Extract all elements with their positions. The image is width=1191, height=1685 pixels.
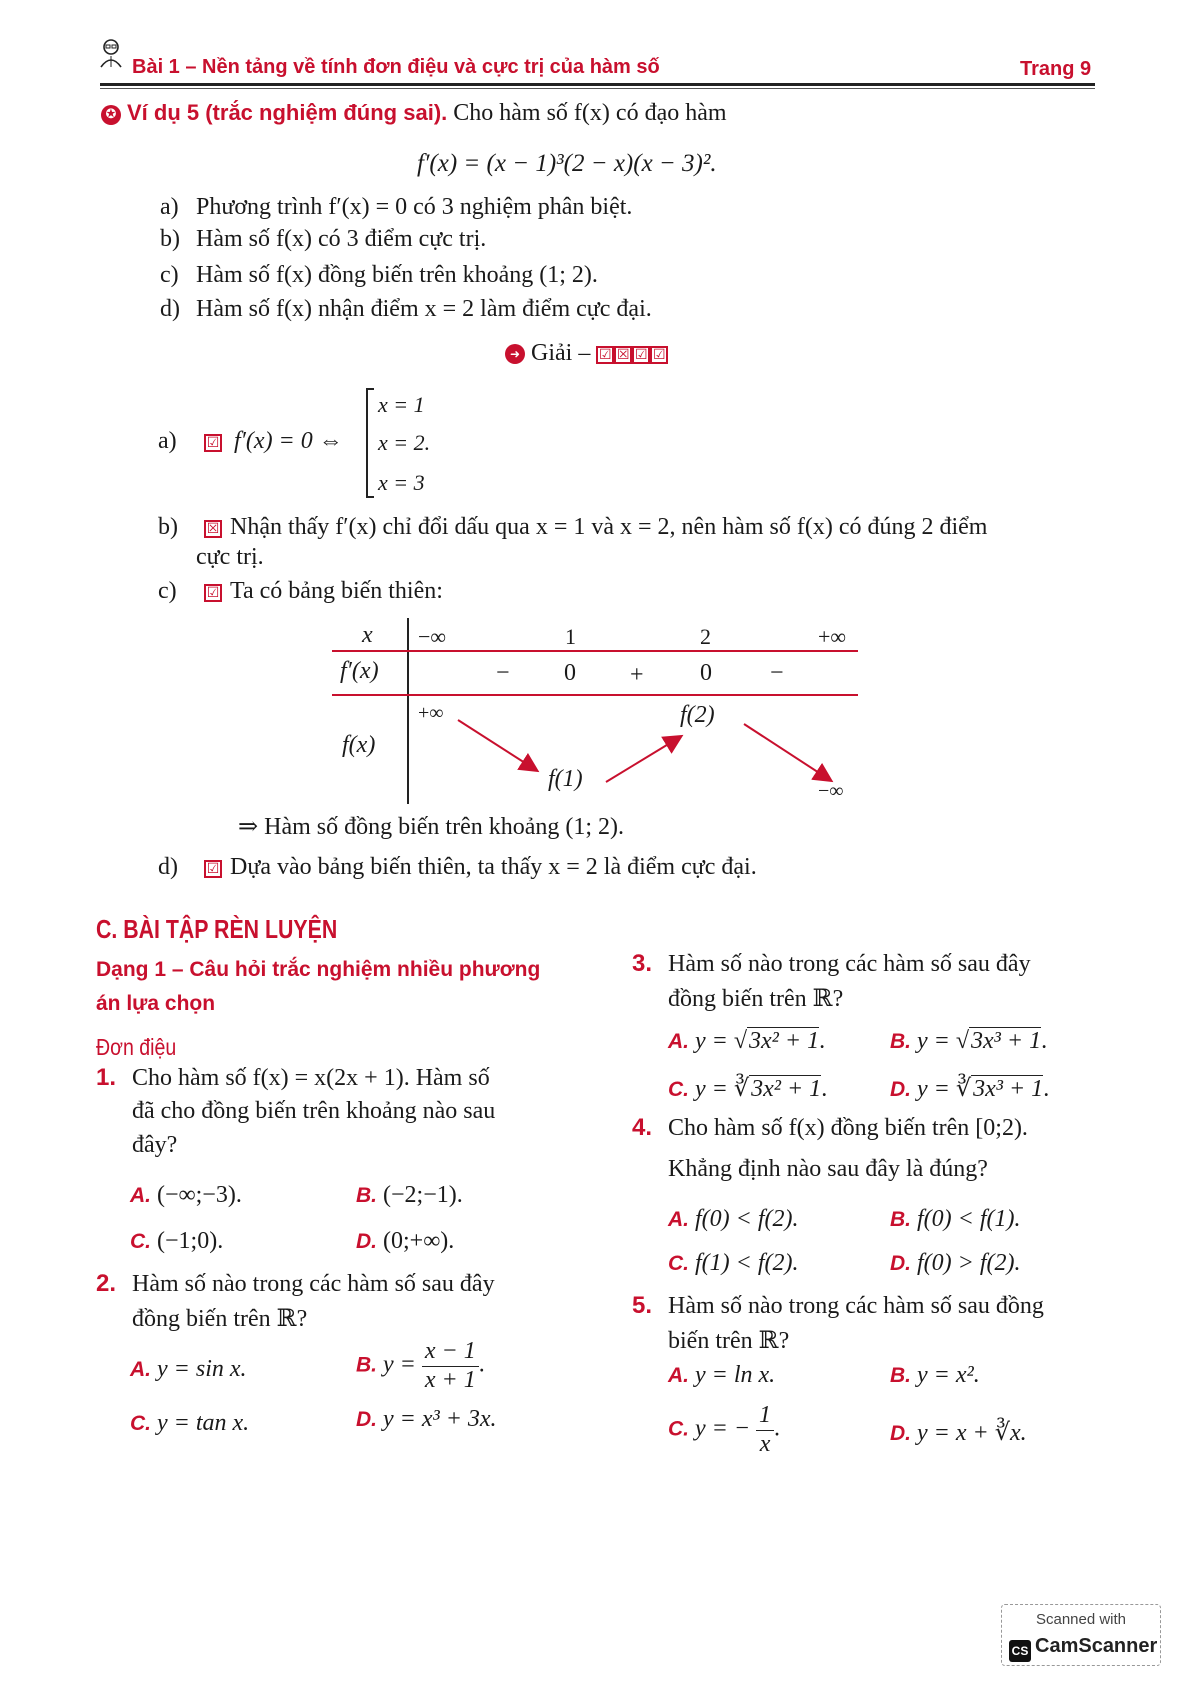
star-bullet-icon: ✪ [101, 105, 121, 125]
question-4-line2: Khẳng định nào sau đây là đúng? [668, 1156, 988, 1182]
statement-b: b) Hàm số f(x) có 3 điểm cực trị. [160, 226, 487, 252]
question-1: 1. Cho hàm số f(x) = x(2x + 1). Hàm số [96, 1064, 490, 1091]
q3-option-d[interactable]: D. y = ∛3x³ + 1. [890, 1076, 1050, 1102]
solution-b-cont: cực trị. [196, 544, 264, 570]
table-f-start: +∞ [418, 702, 444, 724]
root-1: x = 1 [378, 392, 425, 417]
example-label: Ví dụ 5 (trắc nghiệm đúng sai). [127, 100, 448, 125]
question-2: 2. Hàm số nào trong các hàm số sau đây [96, 1270, 495, 1297]
solution-b: b) ☒ Nhận thấy f′(x) chỉ đổi dấu qua x = 1 và x = 2, nên hàm số f(x) có đúng 2 điểm [158, 514, 988, 540]
q2-option-d[interactable]: D. y = x³ + 3x. [356, 1406, 497, 1432]
question-5-line2: biến trên ℝ? [668, 1328, 790, 1354]
camscanner-logo-icon: CS [1009, 1640, 1031, 1662]
page-number: Trang 9 [1020, 58, 1092, 80]
question-3-line2: đồng biến trên ℝ? [668, 986, 844, 1012]
solution-label: Giải – [531, 340, 591, 366]
root-3: x = 3 [378, 470, 425, 495]
header-title: Bài 1 – Nền tảng về tính đơn điệu và cực trị của hàm số [132, 56, 660, 78]
q2-option-c[interactable]: C. y = tan x. [130, 1410, 250, 1436]
question-5: 5. Hàm số nào trong các hàm số sau đồng [632, 1292, 1044, 1319]
topic-label: Đơn điệu [96, 1034, 177, 1060]
table-sign-5: − [770, 660, 784, 686]
q3-option-a[interactable]: A. y = √3x² + 1. [668, 1028, 826, 1054]
table-f-max: f(2) [680, 702, 715, 728]
question-1-line3: đây? [132, 1132, 178, 1158]
table-x-neg-inf: −∞ [418, 624, 447, 649]
table-f-label: f(x) [342, 732, 376, 758]
q4-option-d[interactable]: D. f(0) > f(2). [890, 1250, 1021, 1276]
table-x-2: 2 [700, 624, 711, 649]
q5-option-b[interactable]: B. y = x². [890, 1362, 980, 1388]
arrow-decreasing-1 [458, 720, 536, 770]
answer-mark-c: ☑ [632, 346, 650, 364]
statement-d: d) Hàm số f(x) nhận điểm x = 2 làm điểm cực đại. [160, 296, 652, 322]
question-2-line2: đồng biến trên ℝ? [132, 1306, 308, 1332]
root-2: x = 2. [378, 430, 431, 455]
table-sign-4: 0 [700, 660, 712, 686]
q2-option-b[interactable]: B. y = $\frac{x - 1}{x + 1}$ . [356, 1338, 485, 1393]
section-title: C. BÀI TẬP RÈN LUYỆN [96, 914, 338, 944]
table-sign-1: − [496, 660, 510, 686]
q5-option-d[interactable]: D. y = x + ∛x. [890, 1420, 1027, 1446]
camscanner-brand: CS CamScanner [1009, 1635, 1157, 1662]
check-true-icon: ☑ [204, 434, 222, 452]
answer-mark-b: ☒ [614, 346, 632, 364]
type-line-1: Dạng 1 – Câu hỏi trắc nghiệm nhiều phương [96, 958, 541, 981]
answer-mark-a: ☑ [596, 346, 614, 364]
q1-option-c[interactable]: C. (−1;0). [130, 1228, 224, 1254]
question-1-line2: đã cho đồng biến trên khoảng nào sau [132, 1098, 496, 1124]
q4-option-c[interactable]: C. f(1) < f(2). [668, 1250, 799, 1276]
table-f-min: f(1) [548, 766, 583, 792]
derivative-formula: f′(x) = (x − 1)³(2 − x)(x − 3)². [417, 150, 717, 177]
statement-c: c) Hàm số f(x) đồng biến trên khoảng (1; 2). [160, 262, 598, 288]
table-x-pos-inf: +∞ [818, 624, 847, 649]
solution-a: a) ☑ f′(x) = 0 ⇔ [158, 428, 343, 454]
answer-mark-d: ☑ [650, 346, 668, 364]
q1-option-b[interactable]: B. (−2;−1). [356, 1182, 463, 1208]
table-x-label: x [362, 622, 373, 648]
q2-option-a[interactable]: A. y = sin x. [130, 1356, 247, 1382]
scanned-with-label: Scanned with [1035, 1611, 1127, 1628]
q3-option-c[interactable]: C. y = ∛3x² + 1. [668, 1076, 828, 1102]
question-3: 3. Hàm số nào trong các hàm số sau đây [632, 950, 1031, 977]
table-sign-2: 0 [564, 660, 576, 686]
q5-option-a[interactable]: A. y = ln x. [668, 1362, 776, 1388]
example-intro: Cho hàm số f(x) có đạo hàm [453, 100, 727, 126]
table-fp-label: f′(x) [340, 658, 379, 684]
question-4: 4. Cho hàm số f(x) đồng biến trên [0;2). [632, 1114, 1028, 1141]
q4-option-a[interactable]: A. f(0) < f(2). [668, 1206, 799, 1232]
q4-option-b[interactable]: B. f(0) < f(1). [890, 1206, 1021, 1232]
solution-c: c) ☑ Ta có bảng biến thiên: [158, 578, 443, 604]
arrow-right-icon: ➜ [505, 344, 525, 364]
table-sign-3: + [630, 662, 644, 688]
arrow-increasing [606, 737, 680, 782]
table-f-end: −∞ [818, 780, 844, 802]
camscanner-watermark [1001, 1604, 1161, 1666]
q1-option-d[interactable]: D. (0;+∞). [356, 1228, 455, 1254]
arrow-decreasing-2 [744, 724, 830, 780]
type-line-2: án lựa chọn [96, 992, 216, 1015]
table-x-1: 1 [565, 624, 576, 649]
q1-option-a[interactable]: A. (−∞;−3). [130, 1182, 242, 1208]
statement-a: a) Phương trình f′(x) = 0 có 3 nghiệm phân biệt. [160, 194, 633, 220]
q5-option-c[interactable]: C. y = − $\frac{1}{x}$ . [668, 1402, 781, 1457]
q3-option-b[interactable]: B. y = √3x³ + 1. [890, 1028, 1048, 1054]
conclusion-c: ⇒ Hàm số đồng biến trên khoảng (1; 2). [238, 814, 625, 840]
check-true-icon: ☑ [204, 860, 222, 878]
check-false-icon: ☒ [204, 520, 222, 538]
solution-d: d) ☑ Dựa vào bảng biến thiên, ta thấy x = 2 là điểm cực đại. [158, 854, 757, 880]
check-true-icon: ☑ [204, 584, 222, 602]
